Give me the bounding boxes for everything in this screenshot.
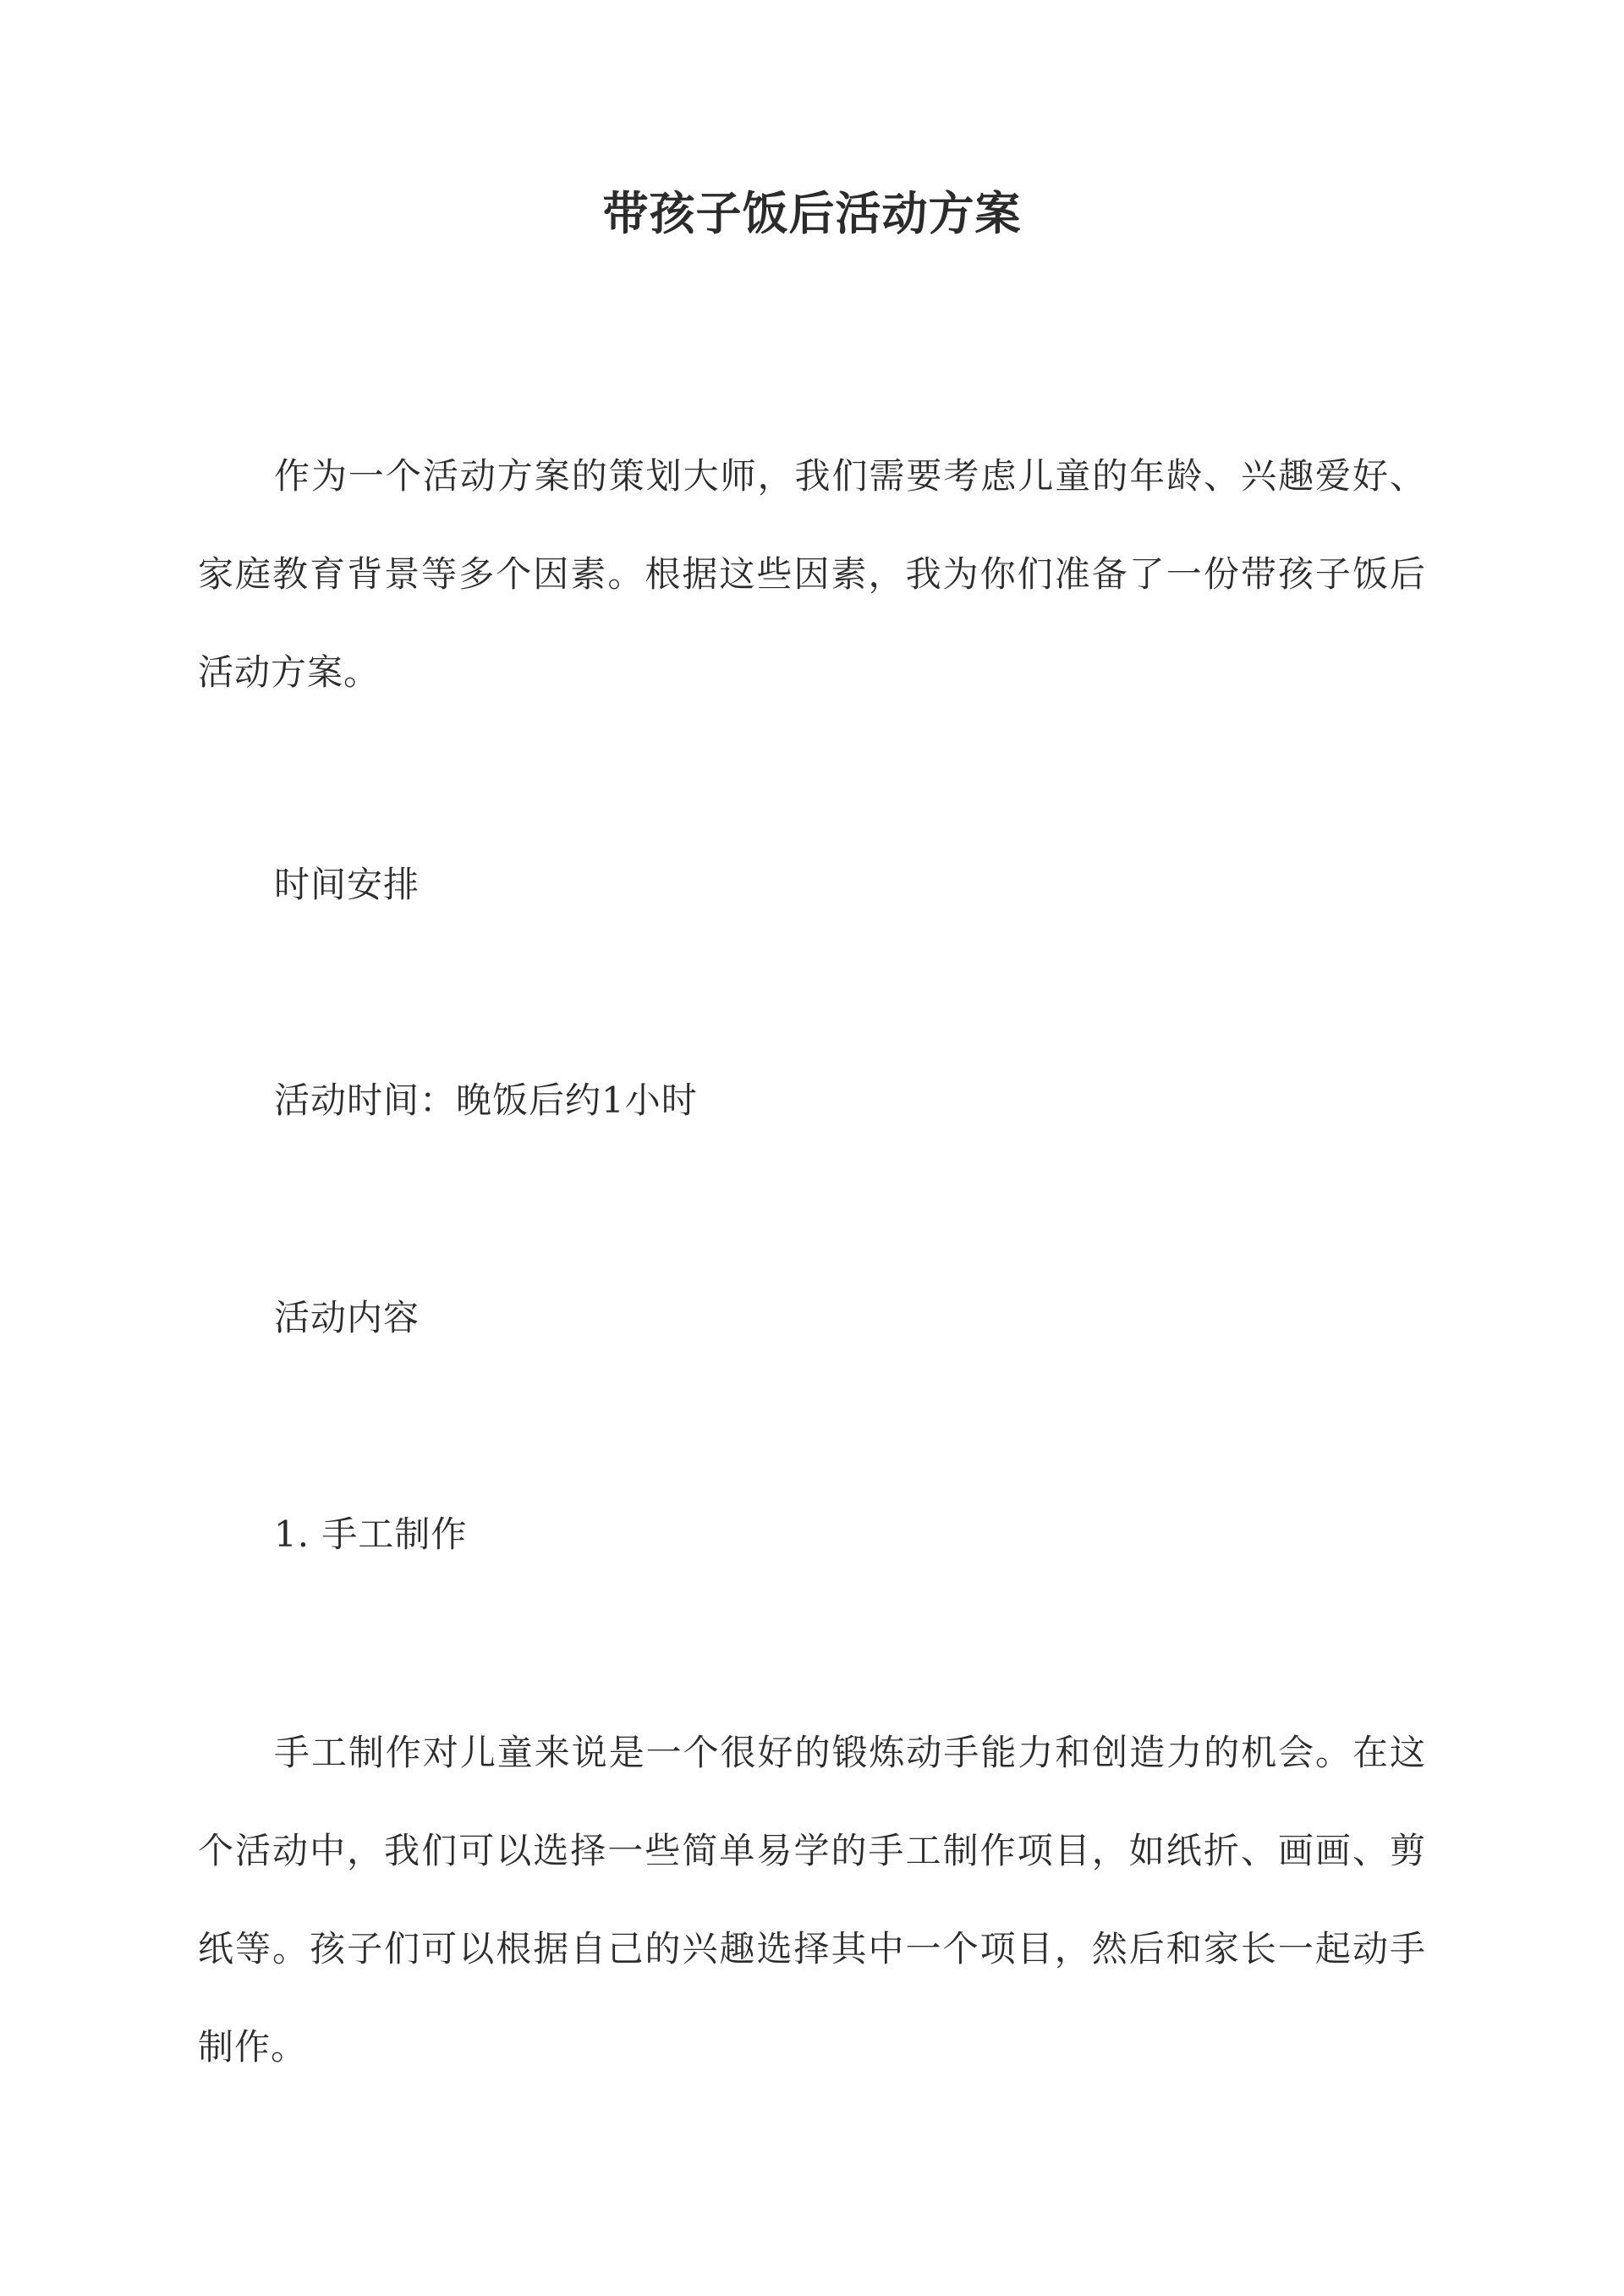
item-heading-handcraft: 1. 手工制作: [274, 1513, 468, 1555]
handcraft-paragraph: 手工制作对儿童来说是一个很好的锻炼动手能力和创造力的机会。在这个活动中，我们可以选择一些简单易学的手工制作项目，如纸折、画画、剪纸等。孩子们可以根据自己的兴趣选择其中一个项目，然后和家长一起动手制作。: [198, 1732, 1426, 2068]
intro-paragraph: 作为一个活动方案的策划大师，我们需要考虑儿童的年龄、兴趣爱好、家庭教育背景等多个因素。根据这些因素，我为你们准备了一份带孩子饭后活动方案。: [198, 455, 1426, 693]
document-title: 带孩子饭后活动方案: [602, 186, 1022, 240]
activity-time-line: 活动时间：晚饭后约1小时: [274, 1079, 698, 1121]
section-heading-time: 时间安排: [274, 864, 420, 905]
section-heading-content: 活动内容: [274, 1297, 420, 1338]
